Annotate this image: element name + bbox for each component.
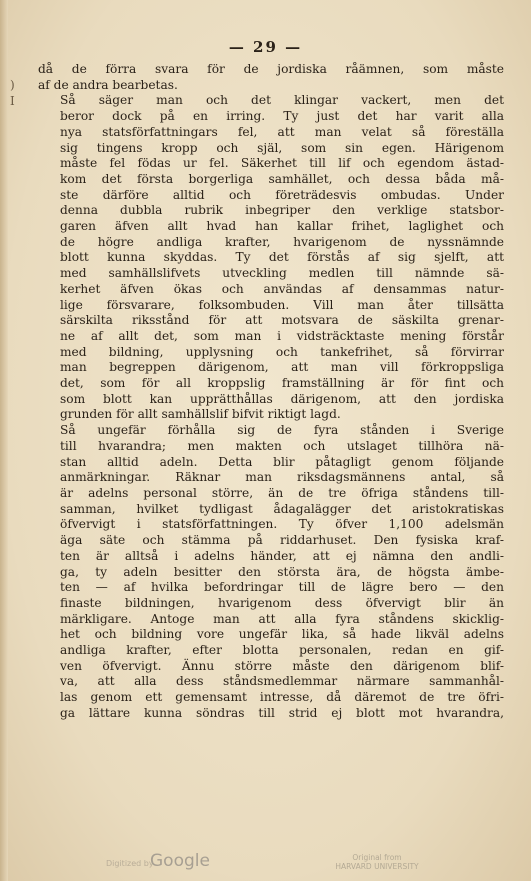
paragraph (38, 62, 504, 93)
text-line: till hvarandra; men makten och utslaget tillhöra nä- (60, 438, 504, 453)
text-line: las genom ett gemensamt intresse, då däremot de tre öfri- (60, 690, 504, 705)
text-line: Så säger man och det klingar vackert, men det (60, 93, 504, 108)
original-from-institution: HARVARD UNIVERSITY (335, 862, 419, 871)
text-line: man begreppen därigenom, att man vill förkroppsliga (60, 360, 504, 375)
google-logo: Google (150, 851, 210, 871)
scan-footer (0, 845, 531, 881)
text-line: måste fel födas ur fel. Säkerhet till lif och egendom ästad- (60, 156, 504, 171)
text-line: märkligare. Antoge man att alla fyra ståndens skicklig- (60, 611, 504, 626)
text-line: nya statsförfattningars fel, att man velat så föreställa (60, 124, 504, 139)
text-line: ten är alltså i adelns händer, att ej nämna den andli- (60, 548, 504, 563)
text-line: va, att alla dess ståndsmedlemmar närmare sammanhål- (60, 674, 504, 689)
text-line: anmärkningar. Räknar man riksdagsmännens antal, så (60, 470, 504, 485)
page-number: — 29 — (228, 38, 303, 56)
text-line: stan alltid adeln. Detta blir påtagligt genom följande (60, 454, 504, 469)
original-from-label (322, 853, 432, 871)
text-line: särskilta riksstånd för att motsvara de säskilta grenar- (60, 313, 504, 328)
text-line: öfvervigt i statsförfattningen. Ty öfver 1,100 adelsmän (60, 517, 504, 532)
text-line: garen äfven allt hvad han kallar frihet, laglighet och (60, 219, 504, 234)
text-line: ne af allt det, som man i vidsträcktaste mening förstår (60, 328, 504, 343)
text-line: ten — af hvilka befordringar till de lägre bero — den (60, 580, 504, 595)
text-line: det, som för all kroppslig framställning är för fint och (60, 376, 504, 391)
margin-mark: ) (10, 78, 15, 92)
text-line: som blott kan upprätthållas därigenom, att den jordiska (60, 391, 504, 406)
text-line: äga säte och stämma på riddarhuset. Den fysiska kraf- (60, 533, 504, 548)
text-line: grunden för allt samhällslif bifvit riktigt lagd. (60, 407, 341, 422)
body-text (38, 62, 504, 722)
text-line: het och bildning vore ungefär lika, så hade likväl adelns (60, 627, 504, 642)
text-line: Så ungefär förhålla sig de fyra stånden i Sverige (60, 423, 504, 438)
text-line: då de förra svara för de jordiska råämnen, som måste (38, 62, 504, 76)
text-line: är adelns personal större, än de tre öfriga ståndens till- (60, 485, 504, 500)
text-line: med samhällslifvets utveckling medlen till nämnde sä- (60, 266, 504, 281)
text-line: ste därföre alltid och företrädesvis ombudas. Under (60, 187, 504, 202)
digitized-by-label: Digitized by (106, 859, 154, 868)
text-line: andliga krafter, efter blotta personalen, redan en gif- (60, 643, 504, 658)
text-line: ven öfvervigt. Ännu större måste den därigenom blif- (60, 658, 504, 673)
text-line: de högre andliga krafter, hvarigenom de nyssnämnde (60, 234, 504, 249)
text-line: blott kunna skyddas. Ty det förstås af sig sjelft, att (60, 250, 504, 265)
text-line: finaste bildningen, hvarigenom dess öfvervigt blir än (60, 595, 504, 610)
text-line: samman, hvilket tydligast ådagalägger det aristokratiskas (60, 501, 504, 516)
text-line: kerhet äfven ökas och användas af densammas natur- (60, 281, 504, 296)
text-line: ga lättare kunna söndras till strid ej blott mot hvarandra, (60, 705, 504, 720)
text-line: ga, ty adeln besitter den största ära, de högsta ämbe- (60, 564, 504, 579)
paragraph (38, 93, 504, 423)
binding-gutter (0, 0, 8, 881)
text-line: sig tingens kropp och själ, som sin egen. Härigenom (60, 140, 504, 155)
text-line: beror dock på en irring. Ty just det har varit alla (60, 109, 504, 124)
text-line: lige försvarare, folksombuden. Vill man åter tillsätta (60, 297, 504, 312)
original-from-line: Original from (352, 853, 402, 862)
margin-mark: I (10, 94, 15, 108)
text-line: af de andra bearbetas. (38, 77, 178, 92)
text-line: med bildning, upplysning och tankefrihet, så förvirrar (60, 344, 504, 359)
paragraph (38, 423, 504, 721)
text-line: kom det första borgerliga samhället, och dessa båda må- (60, 171, 504, 186)
text-line: denna dubbla rubrik inbegriper den verklige statsbor- (60, 203, 504, 218)
